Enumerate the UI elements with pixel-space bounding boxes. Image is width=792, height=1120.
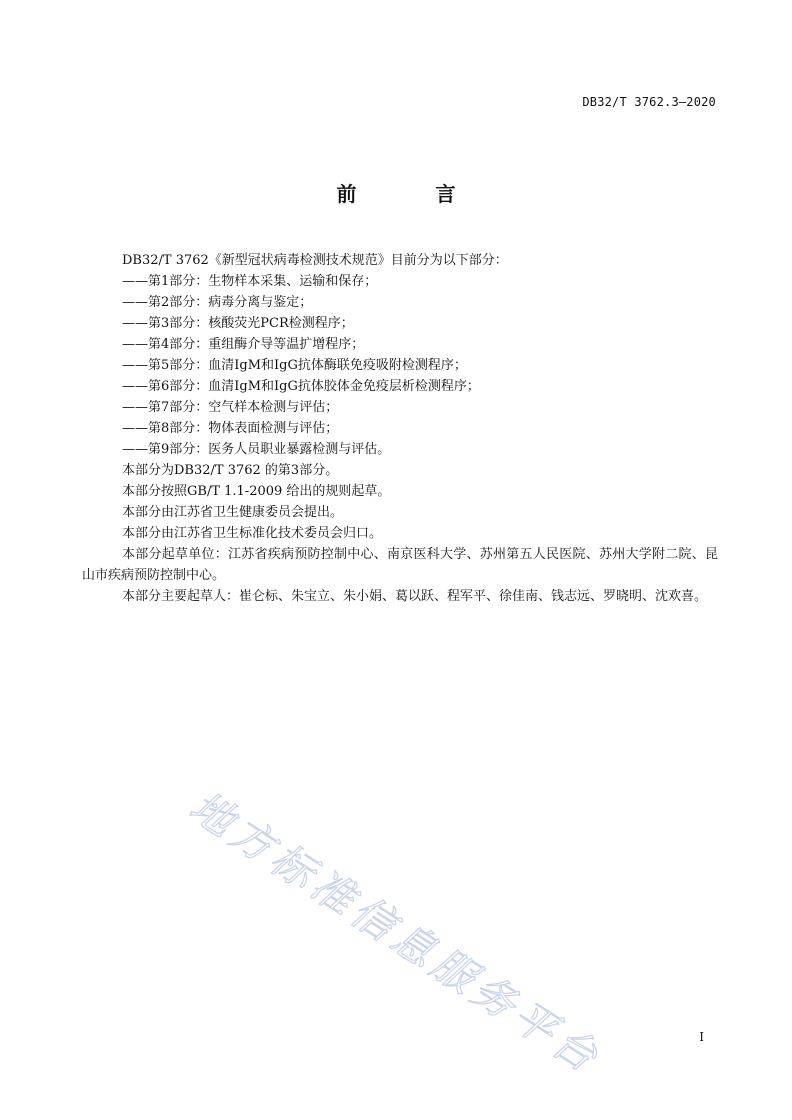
page-number: I — [699, 1030, 704, 1044]
statement-paragraph: 本部分由江苏省卫生标准化技术委员会归口。 — [122, 526, 383, 541]
statement-paragraph: 本部分为DB32/T 3762 的第3部分。 — [122, 463, 339, 478]
part-item: ——第5部分：血清IgM和IgG抗体酶联免疫吸附检测程序； — [122, 358, 467, 373]
statement-paragraph: 本部分由江苏省卫生健康委员会提出。 — [122, 505, 344, 520]
part-item: ——第6部分：血清IgM和IgG抗体胶体金免疫层析检测程序； — [122, 379, 480, 394]
part-item: ——第4部分：重组酶介导等温扩增程序； — [122, 337, 365, 352]
part-item: ——第3部分：核酸荧光PCR检测程序； — [122, 316, 354, 331]
watermark-text: 地方标准信息服务平台 — [181, 781, 611, 1085]
intro-paragraph: DB32/T 3762《新型冠状病毒检测技术规范》目前分为以下部分： — [122, 253, 508, 268]
part-item: ——第1部分：生物样本采集、运输和保存； — [122, 274, 378, 289]
foreword-title: 前 言 — [336, 182, 492, 206]
standard-code: DB32/T 3762.3—2020 — [582, 95, 716, 109]
drafters-paragraph: 本部分主要起草人：崔仑标、朱宝立、朱小娟、葛以跃、程军平、徐佳南、钱志远、罗晓明、沈欢喜。 — [122, 589, 708, 604]
part-item: ——第2部分：病毒分离与鉴定； — [122, 295, 313, 310]
foreword-body — [82, 250, 718, 607]
part-item: ——第9部分：医务人员职业暴露检测与评估。 — [122, 442, 391, 457]
part-item: ——第8部分：物体表面检测与评估； — [122, 421, 339, 436]
part-item: ——第7部分：空气样本检测与评估； — [122, 400, 339, 415]
drafting-units-paragraph: 本部分起草单位：江苏省疾病预防控制中心、南京医科大学、苏州第五人民医院、苏州大学附二院、昆山市疾病预防控制中心。 — [82, 547, 718, 583]
statement-paragraph: 本部分按照GB/T 1.1-2009 给出的规则起草。 — [122, 484, 391, 499]
